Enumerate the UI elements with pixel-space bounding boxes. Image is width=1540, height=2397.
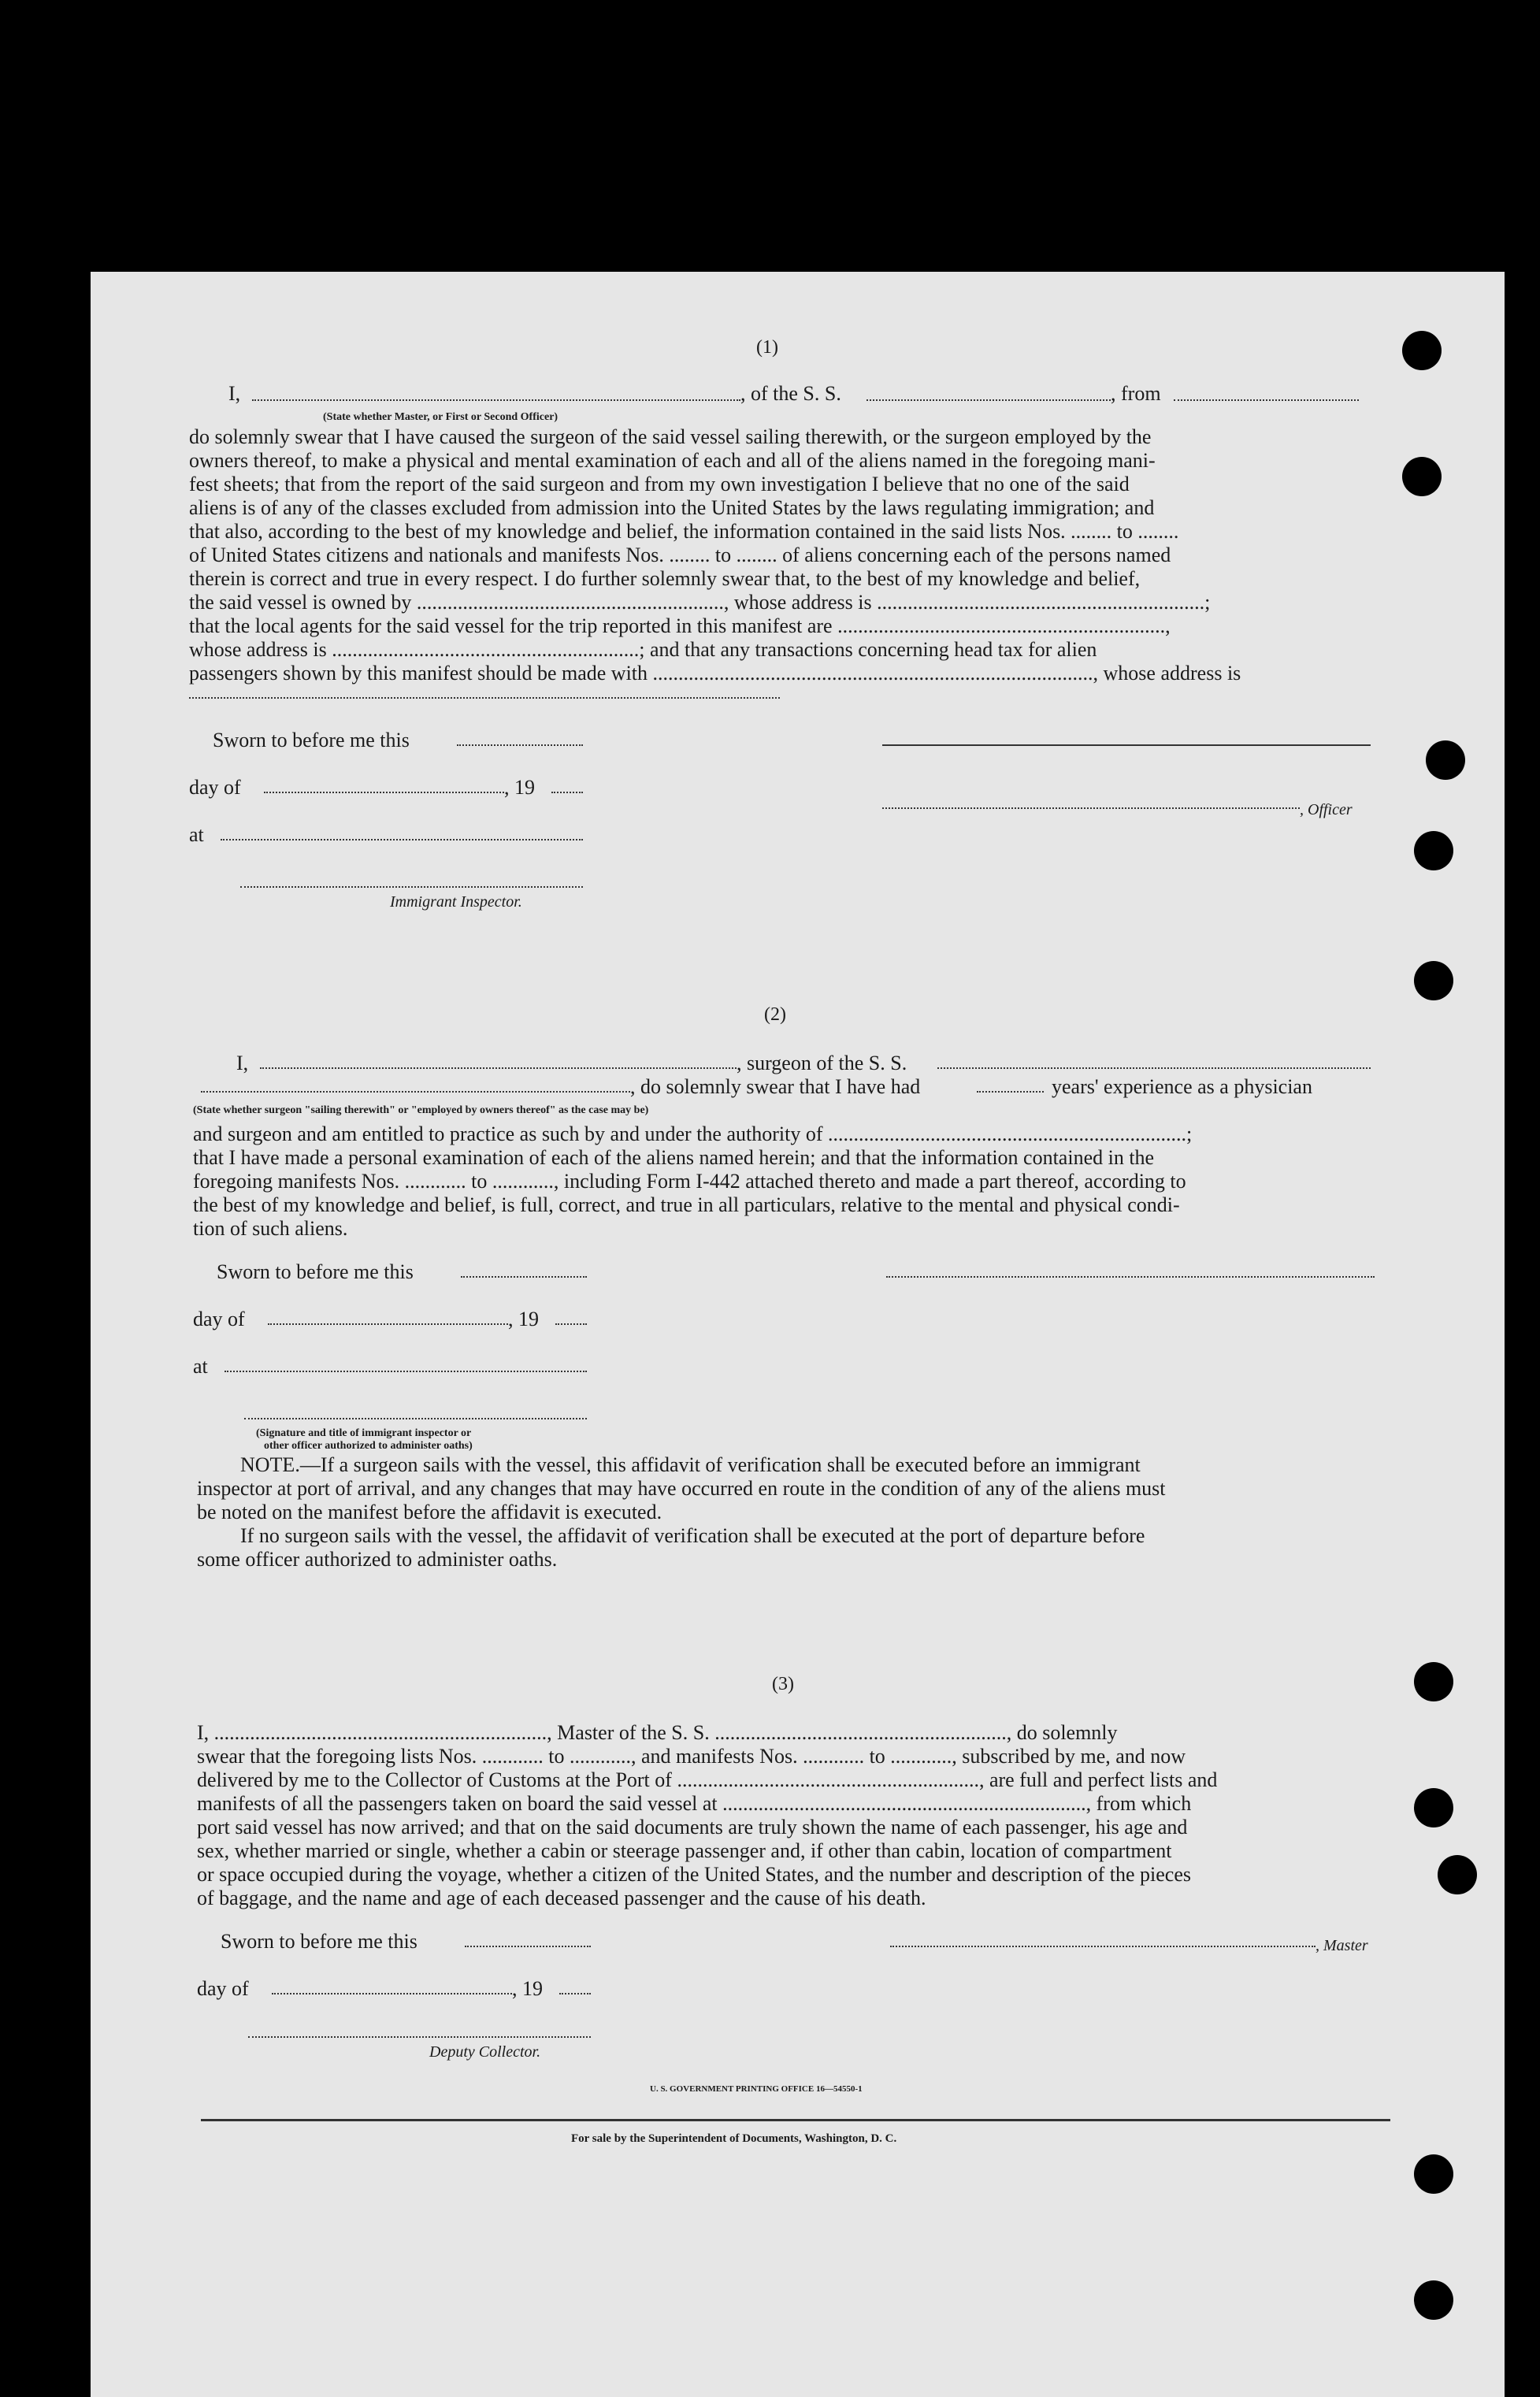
punch-hole <box>1426 740 1465 780</box>
sworn-label: Sworn to before me this <box>221 1930 417 1953</box>
years-field[interactable] <box>977 1091 1044 1093</box>
year-field[interactable] <box>555 1323 587 1325</box>
from-port-field[interactable] <box>1174 399 1359 401</box>
day-of-label: day of <box>197 1977 249 2000</box>
body-line: swear that the foregoing lists Nos. ............ to ............, and manifests Nos. ............ to ............, subscribed by me, and now <box>197 1745 1186 1768</box>
year-label: , 19 <box>508 1308 539 1330</box>
signature-line[interactable] <box>886 1276 1375 1278</box>
body-line: aliens is of any of the classes excluded from admission into the United States by the laws regulating immigration; and <box>189 496 1155 519</box>
body-line: tion of such aliens. <box>193 1217 348 1240</box>
sworn-field[interactable] <box>461 1276 587 1278</box>
body-line: passengers shown by this manifest should be made with ......................................................................................, whose address is <box>189 662 1241 685</box>
body-line: I, ................................................................., Master of the S. S. ........................................................., do solemnly <box>197 1721 1118 1744</box>
body-line: therein is correct and true in every respect. I do further solemnly swear that, to the best of my knowledge and belief, <box>189 567 1141 590</box>
sig-note: (Signature and title of immigrant inspector or <box>256 1427 472 1439</box>
body-line: the best of my knowledge and belief, is full, correct, and true in all particulars, relative to the mental and physical condi- <box>193 1193 1180 1216</box>
officer-label: , Officer <box>1300 801 1353 818</box>
body-line: of United States citizens and nationals and manifests Nos. ........ to ........ of aliens concerning each of the persons named <box>189 544 1171 566</box>
i-label: I, <box>236 1052 249 1074</box>
surgeon-name-field[interactable] <box>260 1067 737 1069</box>
year-field[interactable] <box>551 792 583 793</box>
note-line: inspector at port of arrival, and any changes that may have occurred en route in the condition of any of the aliens must <box>197 1477 1166 1500</box>
body-line: port said vessel has now arrived; and that on the said documents are truly shown the name of each passenger, his age and <box>197 1816 1188 1839</box>
deputy-label: Deputy Collector. <box>429 2043 541 2061</box>
of-ss-label: , of the S. S. <box>740 382 841 405</box>
punch-hole <box>1438 1855 1477 1894</box>
sig-note: other officer authorized to administer oaths) <box>264 1440 473 1452</box>
master-signature-line[interactable] <box>890 1946 1315 1947</box>
state-note: (State whether surgeon "sailing therewith" or "employed by owners thereof" as the case may be) <box>193 1104 649 1116</box>
footer-rule <box>201 2119 1390 2121</box>
body-line: manifests of all the passengers taken on board the said vessel at ......................................................................., from which <box>197 1792 1192 1815</box>
at-field[interactable] <box>221 839 583 840</box>
section-number: (2) <box>764 1004 786 1025</box>
body-line: sex, whether married or single, whether a cabin or steerage passenger and, if other than cabin, location of compartment <box>197 1839 1172 1862</box>
ship-name-field[interactable] <box>866 399 1111 401</box>
body-line: the said vessel is owned by ............................................................, whose address is ................................................................; <box>189 591 1211 614</box>
punch-hole <box>1414 2154 1453 2194</box>
body-line: owners thereof, to make a physical and mental examination of each and all of the aliens named in the foregoing mani- <box>189 449 1156 472</box>
body-line: fest sheets; that from the report of the said surgeon and from my own investigation I believe that no one of the said <box>189 473 1130 495</box>
body-line: delivered by me to the Collector of Customs at the Port of ..........................................................., are full and perfect lists and <box>197 1768 1218 1791</box>
note-line: If no surgeon sails with the vessel, the affidavit of verification shall be executed at the port of departure before <box>240 1524 1145 1547</box>
punch-hole <box>1414 961 1453 1000</box>
printing-office: U. S. GOVERNMENT PRINTING OFFICE 16—54550-1 <box>650 2084 863 2094</box>
i-label: I, <box>228 382 241 405</box>
day-field[interactable] <box>272 1993 512 1994</box>
body-line: that also, according to the best of my knowledge and belief, the information contained in the said lists Nos. ........ to ........ <box>189 520 1179 543</box>
at-label: at <box>193 1355 208 1378</box>
form-page <box>91 272 1505 2397</box>
ship-name-field[interactable] <box>937 1067 1371 1069</box>
sworn-label: Sworn to before me this <box>213 729 410 751</box>
body-line: of baggage, and the name and age of each deceased passenger and the cause of his death. <box>197 1887 926 1909</box>
note-line: NOTE.—If a surgeon sails with the vessel, this affidavit of verification shall be executed before an immigrant <box>240 1453 1141 1476</box>
body-line: foregoing manifests Nos. ............ to ............, including Form I-442 attached thereto and made a part thereof, according to <box>193 1170 1186 1193</box>
deputy-signature-line[interactable] <box>248 2036 591 2038</box>
year-label: , 19 <box>512 1977 543 2000</box>
address-field[interactable] <box>189 697 780 699</box>
body-line: that I have made a personal examination of each of the aliens named herein; and that the information contained in the <box>193 1146 1155 1169</box>
from-label: , from <box>1111 382 1161 405</box>
officer-line[interactable] <box>882 807 1300 809</box>
body-line: do solemnly swear that I have caused the surgeon of the said vessel sailing therewith, or the surgeon employed by the <box>189 425 1152 448</box>
inspector-signature-line[interactable] <box>244 1418 587 1419</box>
sworn-label: Sworn to before me this <box>217 1260 414 1283</box>
punch-hole <box>1402 457 1442 496</box>
sworn-field[interactable] <box>457 744 583 746</box>
day-field[interactable] <box>264 792 504 793</box>
years-label: years' experience as a physician <box>1052 1075 1312 1098</box>
signature-line[interactable] <box>882 744 1371 746</box>
body-line: and surgeon and am entitled to practice as such by and under the authority of ......................................................................; <box>193 1122 1193 1145</box>
swear-label: , do solemnly swear that I have had <box>630 1075 921 1098</box>
day-of-label: day of <box>193 1308 245 1330</box>
inspector-label: Immigrant Inspector. <box>390 893 522 911</box>
punch-hole <box>1414 1662 1453 1701</box>
master-label: , Master <box>1315 1937 1368 1954</box>
punch-hole <box>1414 831 1453 870</box>
day-field[interactable] <box>268 1323 508 1325</box>
surgeon-of-label: , surgeon of the S. S. <box>737 1052 907 1074</box>
state-note: (State whether Master, or First or Second Officer) <box>323 411 558 423</box>
officer-rank-field[interactable] <box>252 399 740 401</box>
body-line: or space occupied during the voyage, whether a citizen of the United States, and the number and description of the pieces <box>197 1863 1192 1886</box>
at-label: at <box>189 823 204 846</box>
day-of-label: day of <box>189 776 241 799</box>
note-line: some officer authorized to administer oaths. <box>197 1548 558 1571</box>
punch-hole <box>1414 1788 1453 1827</box>
body-line: that the local agents for the said vessel for the trip reported in this manifest are ................................................................, <box>189 614 1171 637</box>
note-line: be noted on the manifest before the affidavit is executed. <box>197 1501 662 1523</box>
sale-note: For sale by the Superintendent of Documents, Washington, D. C. <box>571 2132 897 2145</box>
inspector-signature-line[interactable] <box>240 886 583 888</box>
punch-hole <box>1402 331 1442 370</box>
section-number: (3) <box>772 1674 794 1694</box>
section-number: (1) <box>756 337 778 358</box>
sworn-field[interactable] <box>465 1946 591 1947</box>
at-field[interactable] <box>225 1371 587 1372</box>
surgeon-type-field[interactable] <box>201 1091 630 1093</box>
punch-hole <box>1414 2280 1453 2320</box>
year-label: , 19 <box>504 776 535 799</box>
body-line: whose address is ............................................................; and that any transactions concerning head tax for alien <box>189 638 1097 661</box>
year-field[interactable] <box>559 1993 591 1994</box>
